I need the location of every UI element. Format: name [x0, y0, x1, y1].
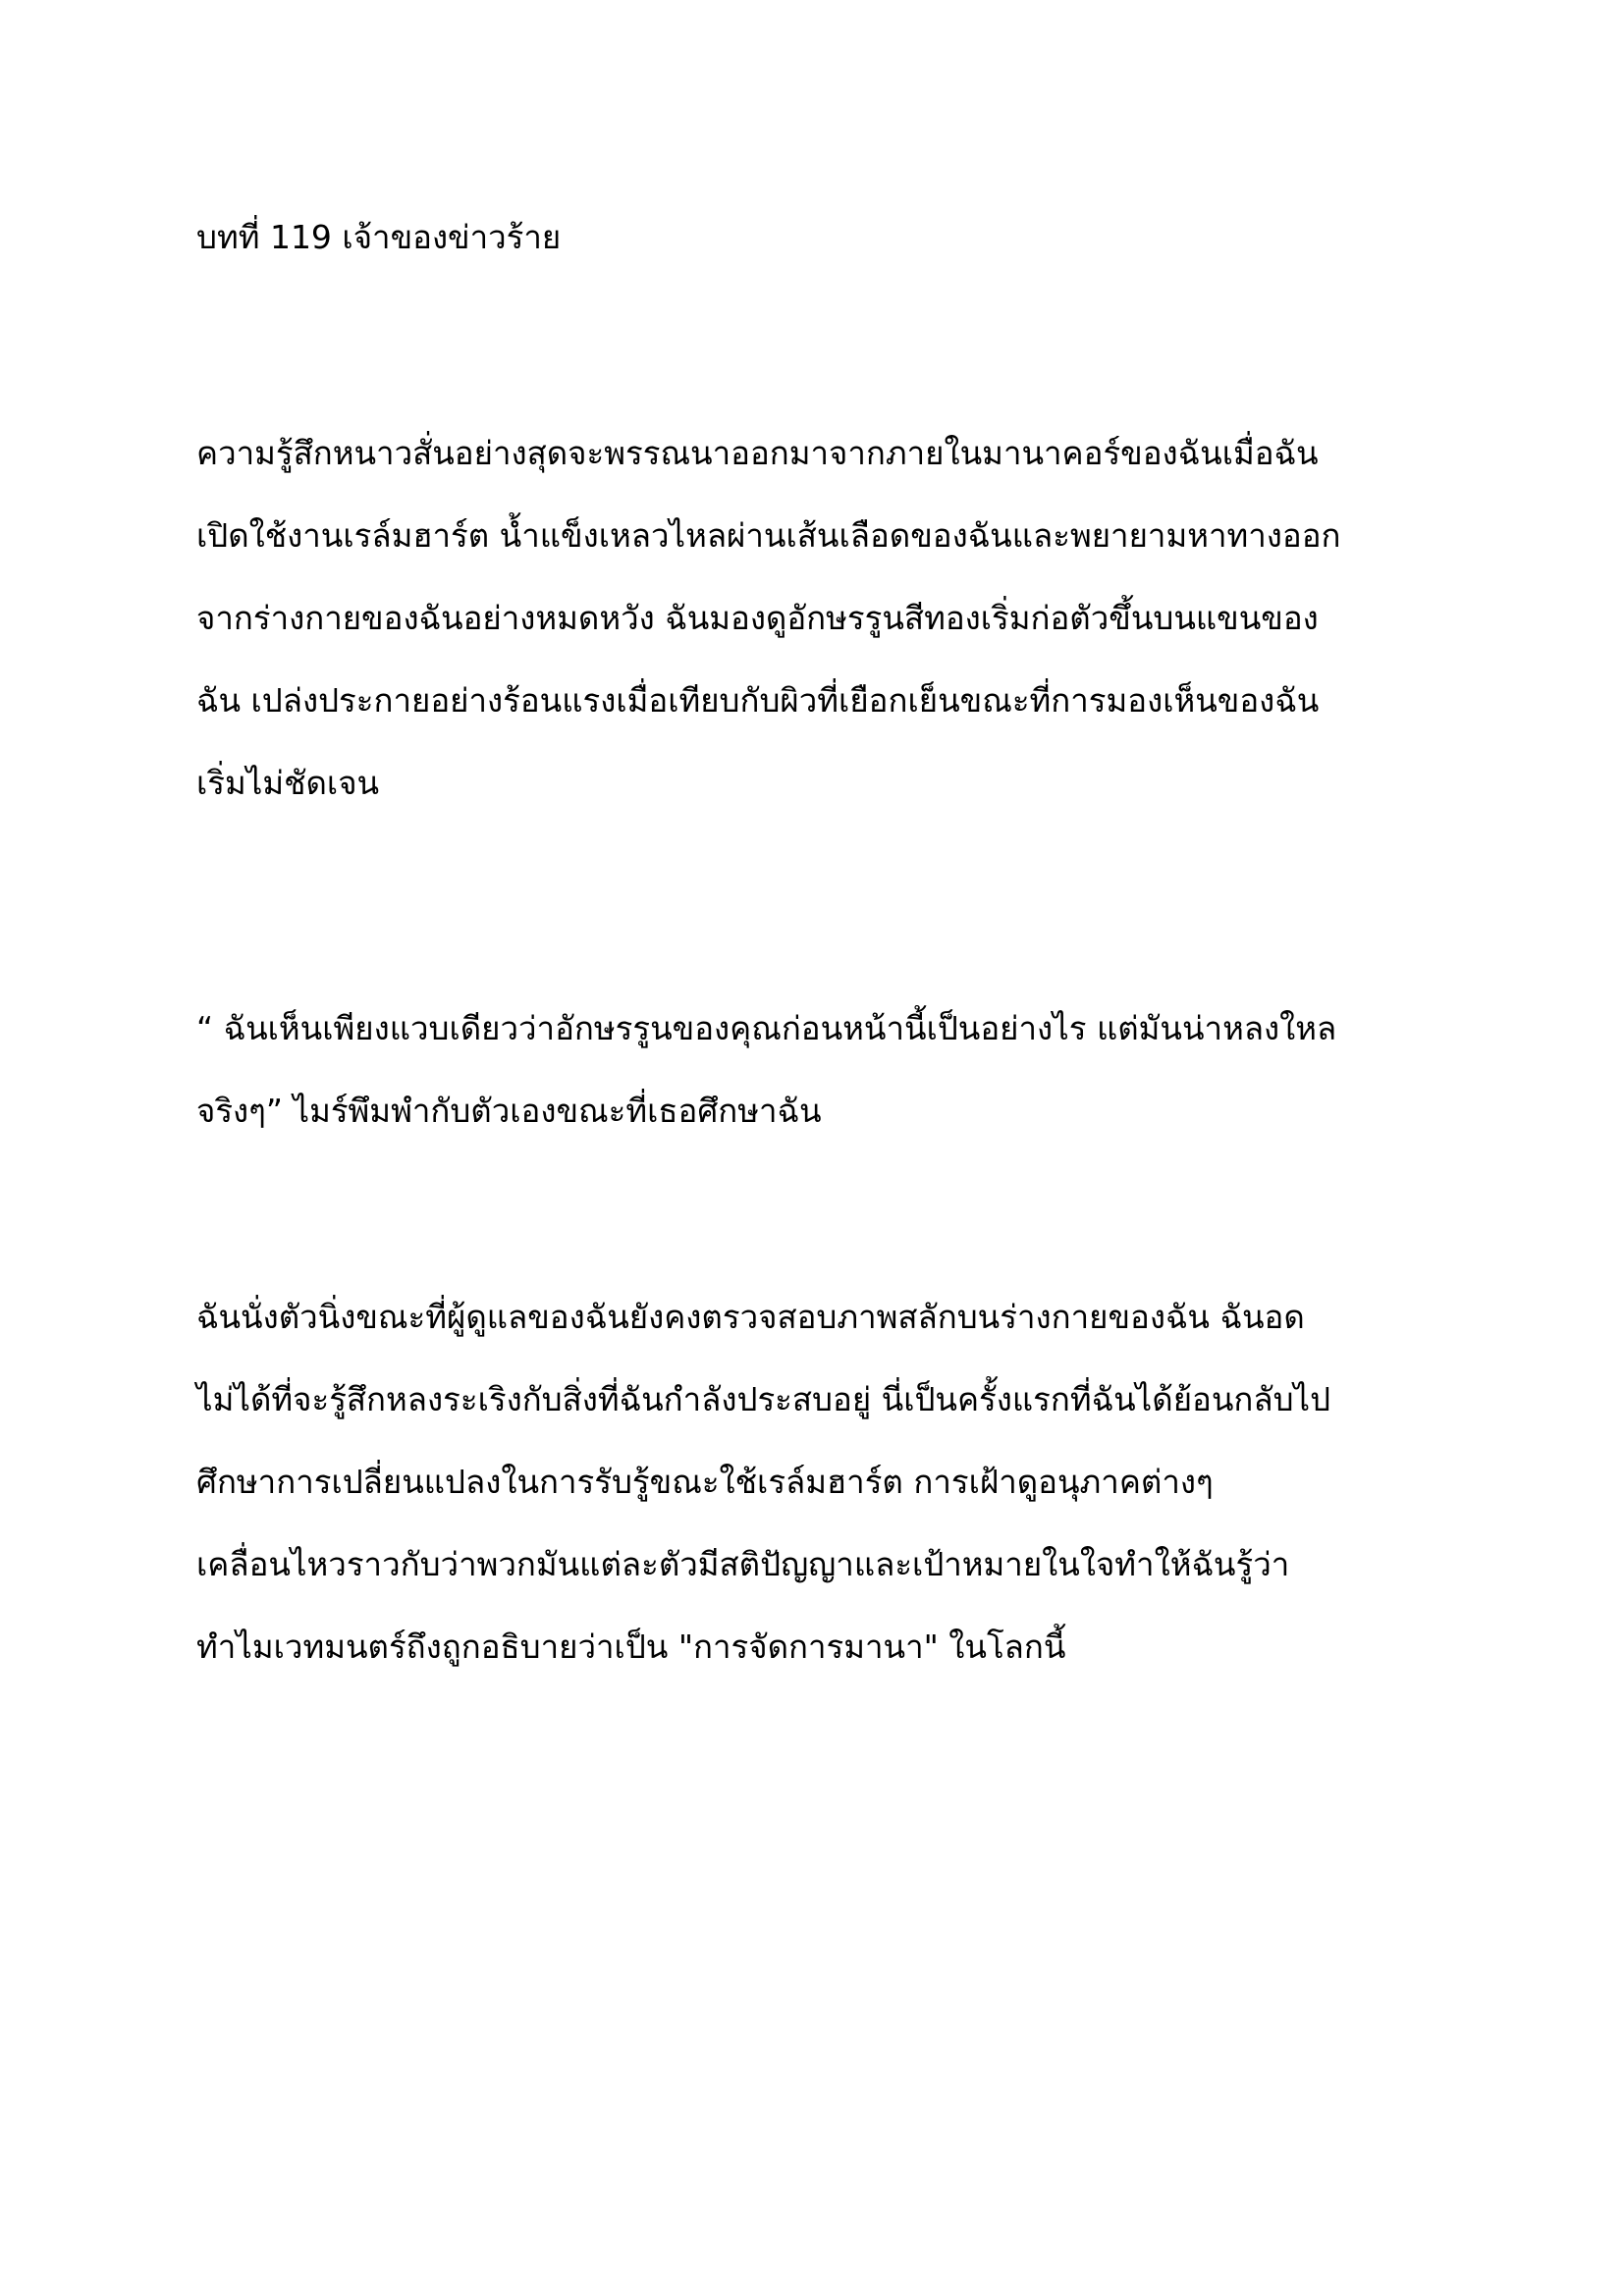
paragraph-line: เคลื่อนไหวราวกับว่าพวกมันแต่ละตัวมีสติปัญญาและเป้าหมายในใจทำให้ฉันรู้ว่า: [196, 1545, 1290, 1583]
paragraph-line: จากร่างกายของฉันอย่างหมดหวัง ฉันมองดูอักษรรูนสีทองเริ่มก่อตัวขึ้นบนแขนของ: [196, 599, 1319, 637]
paragraph-line: เริ่มไม่ชัดเจน: [196, 764, 380, 802]
paragraph-line: จริงๆ” ไมร์พึมพำกับตัวเองขณะที่เธอศึกษาฉัน: [196, 1092, 822, 1130]
paragraph-line: ไม่ได้ที่จะรู้สึกหลงระเริงกับสิ่งที่ฉันกำลังประสบอยู่ นี่เป็นครั้งแรกที่ฉันได้ย้อนกลับไป: [196, 1380, 1331, 1418]
chapter-title: บทที่ 119 เจ้าของข่าวร้าย: [196, 218, 562, 256]
paragraph-line: ฉัน เปล่งประกายอย่างร้อนแรงเมื่อเทียบกับผิวที่เยือกเย็นขณะที่การมองเห็นของฉัน: [196, 681, 1320, 720]
paragraph-line: ความรู้สึกหนาวสั่นอย่างสุดจะพรรณนาออกมาจากภายในมานาคอร์ของฉันเมื่อฉัน: [196, 434, 1319, 472]
paragraph-line: ทำไมเวทมนตร์ถึงถูกอธิบายว่าเป็น "การจัดการมานา" ในโลกนี้: [196, 1628, 1066, 1666]
paragraph-line: ฉันนั่งตัวนิ่งขณะที่ผู้ดูแลของฉันยังคงตรวจสอบภาพสลักบนร่างกายของฉัน ฉันอด: [196, 1298, 1305, 1336]
paragraph-line: “ ฉันเห็นเพียงแวบเดียวว่าอักษรรูนของคุณก่อนหน้านี้เป็นอย่างไร แต่มันน่าหลงใหล: [196, 1009, 1337, 1047]
paragraph-line: ศึกษาการเปลี่ยนแปลงในการรับรู้ขณะใช้เรล์มฮาร์ต การเฝ้าดูอนุภาคต่างๆ: [196, 1463, 1214, 1501]
paragraph-2: [196, 988, 1463, 1152]
paragraph-line: เปิดใช้งานเรล์มฮาร์ต น้ำแข็งเหลวไหลผ่านเส้นเลือดของฉันและพยายามหาทางออก: [196, 516, 1341, 555]
paragraph-1: [196, 412, 1463, 825]
paragraph-3: [196, 1276, 1463, 1688]
